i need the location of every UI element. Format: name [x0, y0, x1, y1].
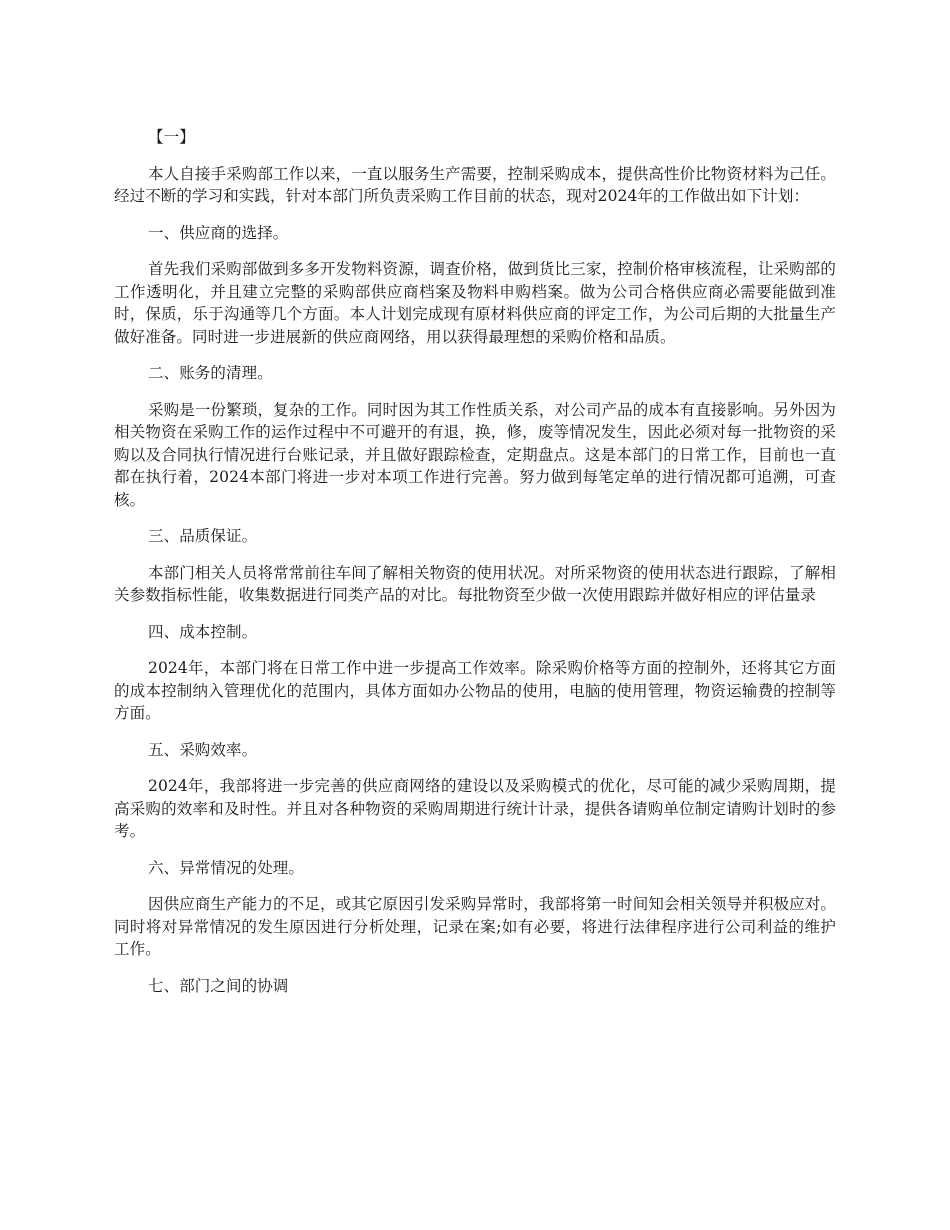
section-heading-exceptions: 六、异常情况的处理。 [148, 858, 305, 877]
section-heading-coordination: 七、部门之间的协调 [148, 976, 289, 995]
document-body [114, 126, 836, 1011]
section-heading-efficiency: 五、采购效率。 [148, 740, 258, 759]
exceptions-paragraph: 因供应商生产能力的不足，或其它原因引发采购异常时，我部将第一时间知会相关领导并积极应对。同时将对异常情况的发生原因进行分析处理，记录在案;如有必要，将进行法律程序进行公司利益的维护工作。 [114, 895, 836, 958]
intro-paragraph: 本人自接手采购部工作以来，一直以服务生产需要，控制采购成本，提供高性价比物资材料为己任。经过不断的学习和实践，针对本部门所负责采购工作目前的状态，现对2024年的工作做出如下计划： [114, 164, 836, 205]
section-heading-cost: 四、成本控制。 [148, 622, 258, 641]
accounts-paragraph: 采购是一份繁琐，复杂的工作。同时因为其工作性质关系，对公司产品的成本有直接影响。另外因为相关物资在采购工作的运作过程中不可避开的有退，换，修，废等情况发生，因此必须对每一批物资的采购以及合同执行情况进行台账记录，并且做好跟踪检查，定期盘点。这是本部门的日常工作，目前也一直都在执行着，2024本部门将进一步对本项工作进行完善。努力做到每笔定单的进行情况都可追溯，可查核。 [114, 400, 836, 509]
section-heading-accounts: 二、账务的清理。 [148, 364, 273, 382]
quality-paragraph: 本部门相关人员将常常前往车间了解相关物资的使用状况。对所采物资的使用状态进行跟踪，了解相关参数指标性能，收集数据进行同类产品的对比。每批物资至少做一次使用跟踪并做好相应的评估量录 [114, 563, 836, 604]
document-title: 【一】 [148, 128, 195, 146]
efficiency-paragraph: 2024年，我部将进一步完善的供应商网络的建设以及采购模式的优化，尽可能的减少采购周期，提高采购的效率和及时性。并且对各种物资的采购周期进行统计计录，提供各请购单位制定请购计划时的参考。 [114, 777, 836, 840]
section-heading-supplier: 一、供应商的选择。 [148, 223, 289, 242]
section-heading-quality: 三、品质保证。 [148, 527, 258, 545]
supplier-paragraph: 首先我们采购部做到多多开发物料资源，调查价格，做到货比三家，控制价格审核流程，让采购部的工作透明化，并且建立完整的采购部供应商档案及物料申购档案。做为公司合格供应商必需要能做到准时，保质，乐于沟通等几个方面。本人计划完成现有原材料供应商的评定工作，为公司后期的大批量生产做好准备。同时进一步进展新的供应商网络，用以获得最理想的采购价格和品质。 [114, 260, 836, 346]
cost-paragraph: 2024年，本部门将在日常工作中进一步提高工作效率。除采购价格等方面的控制外，还将其它方面的成本控制纳入管理优化的范围内，具体方面如办公物品的使用，电脑的使用管理，物资运输费的控制等方面。 [114, 659, 836, 722]
